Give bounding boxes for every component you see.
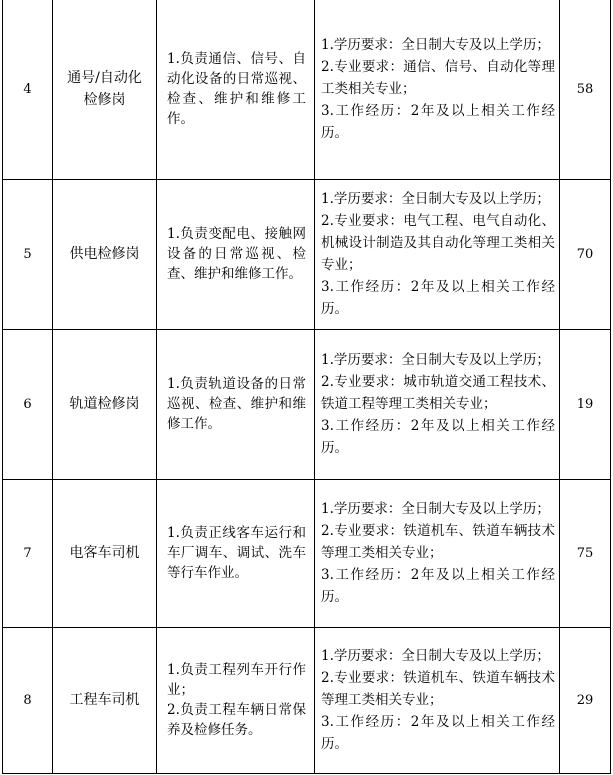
headcount: 75 bbox=[560, 479, 611, 627]
requirements-cell bbox=[315, 179, 560, 329]
requirement-line: 1.学历要求：全日制大专及以上学历； bbox=[321, 648, 550, 664]
requirement-line: 1.学历要求：全日制大专及以上学历； bbox=[321, 37, 550, 54]
duty-line: 1.负责通信、信号、自动化设备的日常巡视、检查、维护和维修工作。 bbox=[167, 51, 306, 128]
position-name: 通号/自动化检修岗 bbox=[53, 0, 157, 179]
position-name: 供电检修岗 bbox=[53, 179, 157, 329]
row-number: 4 bbox=[3, 0, 53, 179]
duties-cell bbox=[157, 0, 315, 179]
requirements-cell bbox=[315, 0, 560, 179]
job-positions-table bbox=[2, 0, 611, 774]
duties-cell bbox=[157, 479, 315, 627]
table-row bbox=[3, 329, 611, 479]
table-row bbox=[3, 627, 611, 773]
requirements-cell bbox=[315, 627, 560, 773]
headcount: 70 bbox=[560, 179, 611, 329]
duty-line: 1.负责变配电、接触网设备的日常巡视、检查、维护和维修工作。 bbox=[167, 226, 306, 282]
requirement-line: 1.学历要求：全日制大专及以上学历； bbox=[321, 352, 550, 368]
requirements-cell bbox=[315, 329, 560, 479]
table-row bbox=[3, 479, 611, 627]
duties-cell bbox=[157, 179, 315, 329]
row-number: 5 bbox=[3, 179, 53, 329]
headcount: 29 bbox=[560, 627, 611, 773]
requirement-line: 2.专业要求：城市轨道交通工程技术、铁道工程等理工类相关专业； bbox=[321, 374, 555, 412]
row-number: 8 bbox=[3, 627, 53, 773]
requirement-line: 2.专业要求：铁道机车、铁道车辆技术等理工类相关专业； bbox=[321, 523, 555, 561]
requirement-line: 2.专业要求：铁道机车、铁道车辆技术等理工类相关专业； bbox=[321, 670, 555, 708]
duty-line: 1.负责工程列车开行作业； bbox=[167, 662, 306, 698]
requirement-line: 1.学历要求：全日制大专及以上学历； bbox=[321, 501, 550, 517]
row-number: 6 bbox=[3, 329, 53, 479]
requirement-line: 3.工作经历：2年及以上相关工作经历。 bbox=[321, 567, 555, 605]
row-number: 7 bbox=[3, 479, 53, 627]
duties-cell bbox=[157, 627, 315, 773]
requirement-line: 2.专业要求：电气工程、电气自动化、机械设计制造及其自动化等理工类相关专业； bbox=[321, 213, 555, 273]
duty-line: 1.负责轨道设备的日常巡视、检查、维护和维修工作。 bbox=[167, 376, 306, 432]
table-row bbox=[3, 0, 611, 179]
duty-line: 1.负责正线客车运行和车厂调车、调试、洗车等行车作业。 bbox=[167, 525, 306, 581]
requirement-line: 3.工作经历：2年及以上相关工作经历。 bbox=[321, 103, 555, 142]
duty-line: 2.负责工程车辆日常保养及检修任务。 bbox=[167, 702, 306, 738]
requirement-line: 1.学历要求：全日制大专及以上学历； bbox=[321, 191, 550, 207]
position-name: 工程车司机 bbox=[53, 627, 157, 773]
requirement-line: 2.专业要求：通信、信号、自动化等理工类相关专业； bbox=[321, 59, 555, 98]
requirement-line: 3.工作经历：2年及以上相关工作经历。 bbox=[321, 418, 555, 456]
requirement-line: 3.工作经历：2年及以上相关工作经历。 bbox=[321, 714, 555, 752]
position-name: 电客车司机 bbox=[53, 479, 157, 627]
position-name: 轨道检修岗 bbox=[53, 329, 157, 479]
table-row bbox=[3, 179, 611, 329]
requirement-line: 3.工作经历：2年及以上相关工作经历。 bbox=[321, 279, 555, 317]
headcount: 58 bbox=[560, 0, 611, 179]
headcount: 19 bbox=[560, 329, 611, 479]
requirements-cell bbox=[315, 479, 560, 627]
duties-cell bbox=[157, 329, 315, 479]
